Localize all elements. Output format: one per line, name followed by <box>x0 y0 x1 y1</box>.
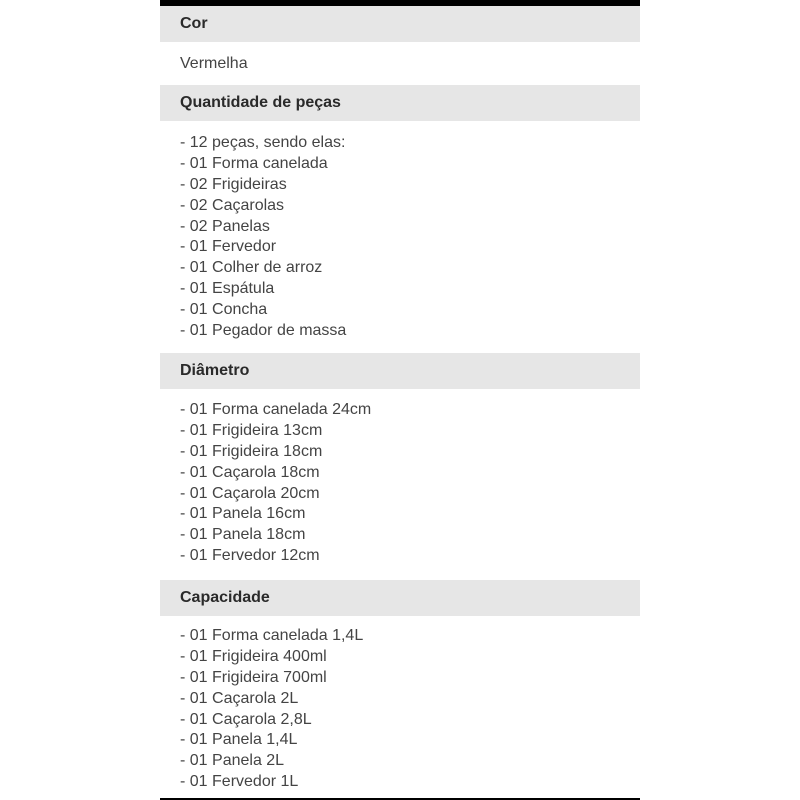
list-item: - 01 Fervedor 1L <box>180 773 299 791</box>
list-item: - 01 Espátula <box>180 280 275 298</box>
list-item: - 01 Caçarola 20cm <box>180 484 320 502</box>
cor-value: Vermelha <box>180 55 248 72</box>
capacidade-list <box>180 626 620 793</box>
section-header-quantidade: Quantidade de peças <box>160 85 640 121</box>
list-item: - 12 peças, sendo elas: <box>180 134 346 151</box>
quantidade-list <box>180 133 620 342</box>
diametro-list <box>180 400 620 567</box>
list-item: - 01 Panela 2L <box>180 752 285 770</box>
list-item: - 01 Frigideira 400ml <box>180 647 327 665</box>
list-item: - 01 Panela 1,4L <box>180 731 298 749</box>
list-item: - 01 Frigideira 13cm <box>180 421 323 439</box>
list-item: - 01 Fervedor 12cm <box>180 547 320 565</box>
list-item: - 01 Caçarola 18cm <box>180 463 320 481</box>
list-item: - 02 Panelas <box>180 217 270 235</box>
list-item: - 01 Colher de arroz <box>180 259 323 277</box>
list-item: - 02 Frigideiras <box>180 175 287 193</box>
list-item: - 01 Concha <box>180 301 268 319</box>
section-header-diametro: Diâmetro <box>160 353 640 389</box>
list-item: - 01 Frigideira 700ml <box>180 668 327 686</box>
list-item: - 01 Forma canelada 24cm <box>180 401 372 418</box>
list-item: - 01 Panela 18cm <box>180 526 306 544</box>
list-item: - 01 Caçarola 2,8L <box>180 710 312 728</box>
list-item: - 01 Panela 16cm <box>180 505 306 523</box>
section-header-cor: Cor <box>160 6 640 42</box>
list-item: - 01 Forma canelada 1,4L <box>180 627 364 644</box>
section-header-capacidade: Capacidade <box>160 580 640 616</box>
product-specs-panel <box>160 6 640 798</box>
list-item: - 01 Fervedor <box>180 238 277 256</box>
list-item: - 02 Caçarolas <box>180 196 285 214</box>
list-item: - 01 Forma canelada <box>180 154 328 172</box>
list-item: - 01 Pegador de massa <box>180 322 347 340</box>
list-item: - 01 Caçarola 2L <box>180 689 299 707</box>
list-item: - 01 Frigideira 18cm <box>180 442 323 460</box>
